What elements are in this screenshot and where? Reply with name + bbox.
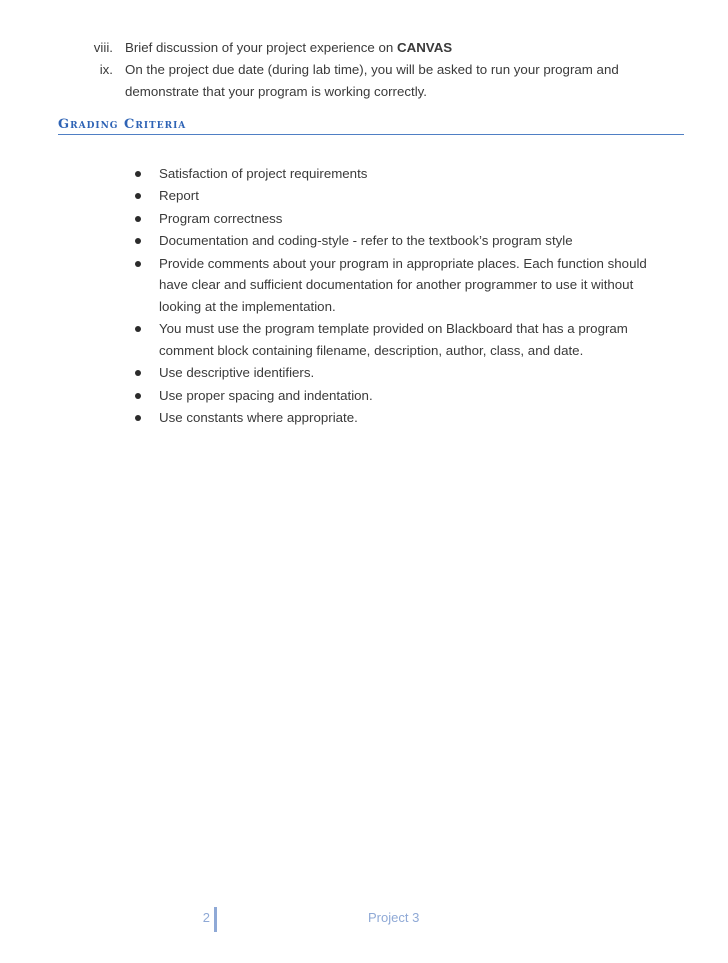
- bullet-icon: [135, 370, 141, 376]
- bullet-icon: [135, 393, 141, 399]
- list-item: [0, 385, 728, 407]
- bullet-icon: [135, 216, 141, 222]
- list-item: [0, 318, 728, 361]
- list-item-text: Report: [159, 188, 199, 204]
- section-heading-grading-criteria: Grading Criteria: [58, 116, 684, 135]
- bullet-icon: [135, 193, 141, 199]
- list-item: [0, 185, 728, 207]
- grading-criteria-list: [0, 163, 728, 429]
- list-item-text: Documentation and coding-style - refer to the textbook’s program style: [159, 233, 573, 249]
- list-item-text: [125, 40, 452, 55]
- list-item: [0, 230, 728, 252]
- page-footer: [0, 905, 728, 933]
- list-item: [0, 362, 728, 384]
- list-item-viii: [0, 37, 728, 59]
- roman-numbered-list: [0, 37, 728, 102]
- list-item-text: Use descriptive identifiers.: [159, 365, 315, 381]
- list-item: [0, 253, 728, 318]
- list-item-text: Use proper spacing and indentation.: [159, 387, 373, 403]
- list-item-text: Provide comments about your program in appropriate places. Each function should have clear and sufficient documentation for another programmer to use it without looking at the implementation.: [159, 255, 647, 314]
- page-number: 2: [202, 910, 210, 925]
- bullet-icon: [135, 326, 141, 332]
- footer-divider: [214, 907, 217, 932]
- bullet-icon: [135, 261, 141, 267]
- bullet-icon: [135, 171, 141, 177]
- bullet-icon: [135, 415, 141, 421]
- list-item: [0, 163, 728, 185]
- list-number: viii.: [93, 40, 113, 55]
- list-item-text: Use constants where appropriate.: [159, 409, 358, 425]
- list-item-text-bold: CANVAS: [397, 40, 453, 55]
- list-item-ix: [0, 59, 728, 103]
- list-item-text: Satisfaction of project requirements: [159, 166, 368, 181]
- list-item-text-plain: Brief discussion of your project experience on: [125, 40, 397, 55]
- bullet-icon: [135, 238, 141, 244]
- list-item-text: Program correctness: [159, 210, 283, 226]
- list-item: [0, 208, 728, 230]
- list-item-text: On the project due date (during lab time), you will be asked to run your program and demonstrate that your program is working correctly.: [125, 61, 619, 99]
- list-item-text: You must use the program template provided on Blackboard that has a program comment block containing filename, description, author, class, and date.: [159, 321, 628, 358]
- list-number: ix.: [99, 61, 113, 77]
- footer-title: Project 3: [368, 910, 420, 925]
- list-item: [0, 407, 728, 429]
